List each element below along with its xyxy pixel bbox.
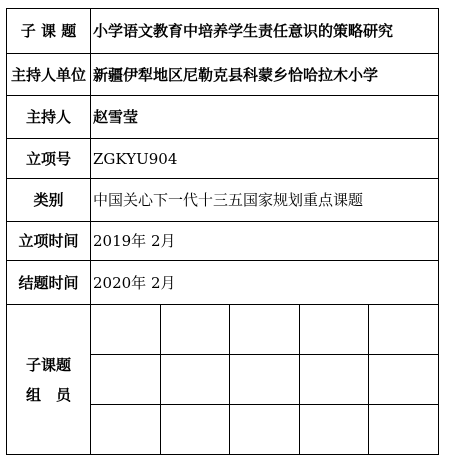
member-cell [91,305,160,355]
row-start-date [7,222,439,261]
member-cell [160,405,229,455]
value-project-number: ZGKYU904 [91,139,439,179]
label-host-unit: 主持人单位 [7,54,91,96]
label-start-date: 立项时间 [7,222,91,261]
label-end-date: 结题时间 [7,261,91,305]
member-cell [369,405,438,455]
value-end-date: 2020年 2月 [91,261,439,305]
value-start-date: 2019年 2月 [91,222,439,261]
row-category [7,179,439,222]
member-cell [369,355,438,405]
row-subtopic [7,9,439,54]
label-members-line2: 组 员 [25,385,71,404]
member-cell [299,405,368,455]
value-subtopic: 小学语文教育中培养学生责任意识的策略研究 [91,9,439,54]
value-category: 中国关心下一代十三五国家规划重点课题 [91,179,439,222]
members-grid-row [91,305,438,355]
row-host-unit [7,54,439,96]
label-subtopic: 子 课 题 [7,9,91,54]
row-end-date [7,261,439,305]
members-grid-row [91,405,438,455]
members-grid [91,305,438,454]
label-members [7,305,91,455]
member-cell [160,305,229,355]
label-host: 主持人 [7,96,91,139]
value-host-unit: 新疆伊犁地区尼勒克县科蒙乡恰哈拉木小学 [91,54,439,96]
member-cell [230,305,299,355]
row-project-number [7,139,439,179]
member-cell [91,405,160,455]
label-category: 类别 [7,179,91,222]
member-cell [230,405,299,455]
label-project-number: 立项号 [7,139,91,179]
member-cell [91,355,160,405]
project-info-table [6,8,439,455]
member-cell [369,305,438,355]
member-cell [299,305,368,355]
member-cell [299,355,368,405]
value-host: 赵雪莹 [91,96,439,139]
member-cell [160,355,229,405]
members-grid-row [91,355,438,405]
members-grid-cell [91,305,439,455]
member-cell [230,355,299,405]
row-members [7,305,439,455]
label-members-line1: 子课题 [25,355,71,374]
row-host [7,96,439,139]
